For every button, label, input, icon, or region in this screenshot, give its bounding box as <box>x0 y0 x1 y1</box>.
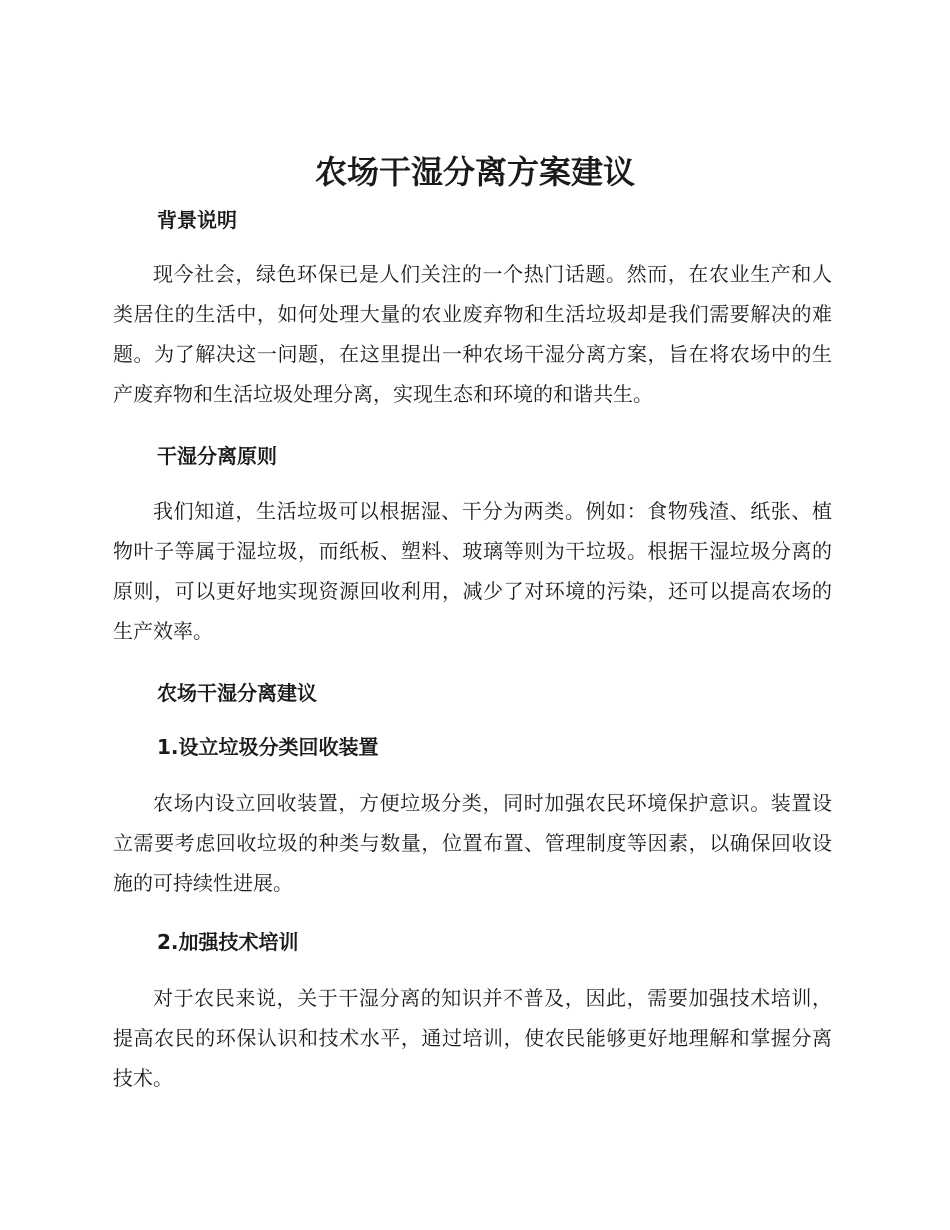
section-heading-suggestions: 农场干湿分离建议 <box>157 681 317 705</box>
section-heading-recycling-device: 1.设立垃圾分类回收装置 <box>157 735 379 759</box>
section-paragraph-background: 现今社会，绿色环保已是人们关注的一个热门话题。然而，在农业生产和人类居住的生活中，如何处理大量的农业废弃物和生活垃圾却是我们需要解决的难题。为了解决这一问题，在这里提出一种农场干湿分离方案，旨在将农场中的生产废弃物和生活垃圾处理分离，实现生态和环境的和谐共生。 <box>113 262 832 406</box>
document-title: 农场干湿分离方案建议 <box>314 153 635 191</box>
section-paragraph-principle: 我们知道，生活垃圾可以根据湿、干分为两类。例如：食物残渣、纸张、植物叶子等属于湿垃圾，而纸板、塑料、玻璃等则为干垃圾。根据干湿垃圾分离的原则，可以更好地实现资源回收利用，减少了对环境的污染，还可以提高农场的生产效率。 <box>113 499 832 643</box>
section-heading-background: 背景说明 <box>157 208 237 232</box>
section-paragraph-training: 对于农民来说，关于干湿分离的知识并不普及，因此，需要加强技术培训，提高农民的环保认识和技术水平，通过培训，使农民能够更好地理解和掌握分离技术。 <box>113 986 832 1090</box>
section-heading-training: 2.加强技术培训 <box>157 930 299 954</box>
section-paragraph-recycling-device: 农场内设立回收装置，方便垃圾分类，同时加强农民环境保护意识。装置设立需要考虑回收垃圾的种类与数量，位置布置、管理制度等因素，以确保回收设施的可持续性进展。 <box>113 791 832 895</box>
section-heading-principle: 干湿分离原则 <box>157 444 277 468</box>
